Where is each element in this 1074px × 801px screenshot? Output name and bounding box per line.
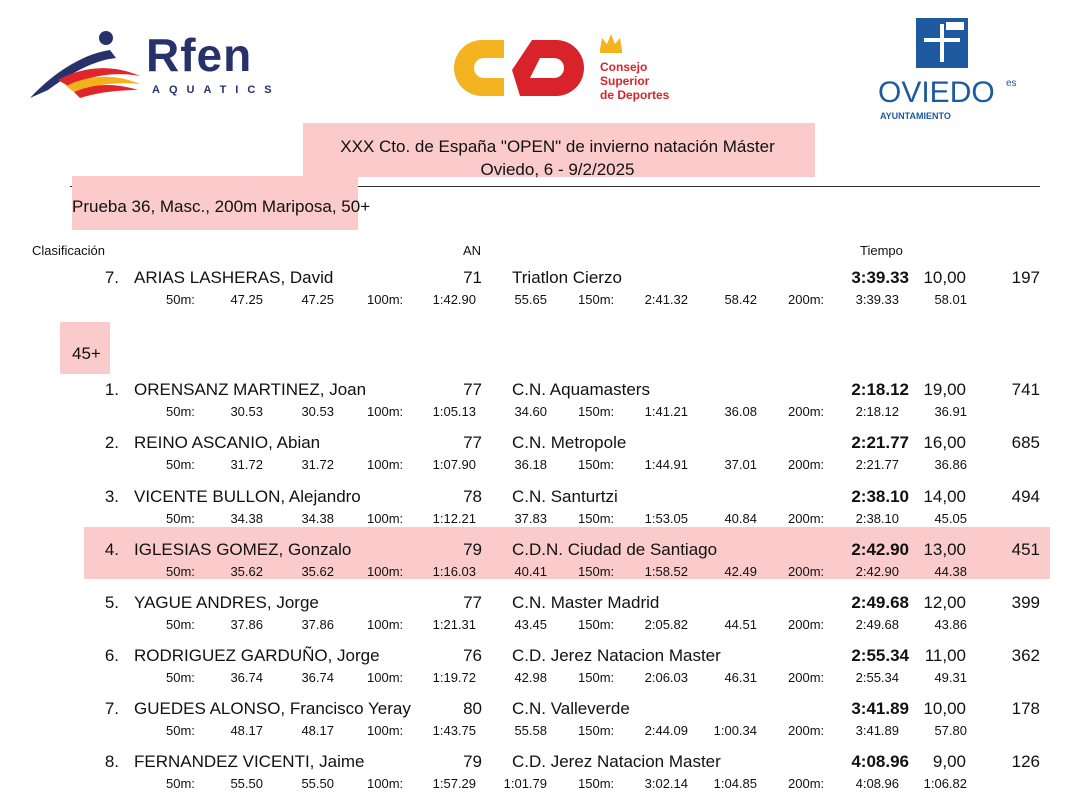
split-value: 3:02.14	[644, 776, 688, 791]
col-year-header: AN	[463, 243, 482, 258]
split-value: 58.42	[724, 292, 757, 307]
final-time: 2:21.77	[851, 433, 909, 452]
oviedo-shield-icon	[916, 18, 968, 68]
split-value: 1:05.13	[432, 404, 476, 419]
split-value: 36.86	[934, 457, 967, 472]
split-label: 100m:	[367, 564, 404, 579]
split-label: 200m:	[788, 564, 825, 579]
split-label: 200m:	[788, 511, 825, 526]
split-value: 1:06.82	[923, 776, 967, 791]
split-value: 46.31	[724, 670, 757, 685]
split-value: 2:55.34	[855, 670, 899, 685]
split-value: 30.53	[301, 404, 334, 419]
score: 126	[1011, 752, 1040, 771]
split-value: 1:44.91	[644, 457, 688, 472]
split-label: 100m:	[367, 723, 404, 738]
split-value: 2:05.82	[644, 617, 688, 632]
split-value: 1:41.21	[644, 404, 688, 419]
split-label: 200m:	[788, 670, 825, 685]
split-value: 1:01.79	[503, 776, 547, 791]
final-time: 2:49.68	[851, 593, 909, 612]
final-time: 2:42.90	[851, 540, 909, 559]
birth-year: 80	[463, 699, 482, 718]
csd-line1: Consejo	[600, 60, 648, 74]
split-value: 36.18	[514, 457, 547, 472]
csd-logo	[452, 30, 692, 110]
split-value: 31.72	[301, 457, 334, 472]
split-value: 1:43.75	[432, 723, 476, 738]
birth-year: 77	[463, 593, 482, 612]
split-label: 150m:	[578, 457, 615, 472]
split-value: 35.62	[230, 564, 263, 579]
rank: 1.	[104, 380, 119, 399]
split-value: 1:42.90	[432, 292, 476, 307]
split-label: 150m:	[578, 617, 615, 632]
split-value: 2:38.10	[855, 511, 899, 526]
final-time: 3:41.89	[851, 699, 909, 718]
split-label: 50m:	[166, 457, 195, 472]
split-value: 1:12.21	[432, 511, 476, 526]
birth-year: 79	[463, 540, 482, 559]
rank: 7.	[104, 268, 119, 287]
split-value: 40.84	[724, 511, 757, 526]
swimmer-name: FERNANDEZ VICENTI, Jaime	[134, 752, 365, 771]
points: 14,00	[923, 487, 966, 506]
birth-year: 76	[463, 646, 482, 665]
split-value: 2:41.32	[644, 292, 688, 307]
split-label: 200m:	[788, 617, 825, 632]
split-label: 50m:	[166, 776, 195, 791]
split-value: 36.91	[934, 404, 967, 419]
split-value: 1:19.72	[432, 670, 476, 685]
split-value: 1:00.34	[713, 723, 757, 738]
split-label: 100m:	[367, 292, 404, 307]
birth-year: 78	[463, 487, 482, 506]
birth-year: 77	[463, 433, 482, 452]
split-label: 200m:	[788, 292, 825, 307]
split-label: 150m:	[578, 776, 615, 791]
points: 10,00	[923, 699, 966, 718]
split-value: 47.25	[230, 292, 263, 307]
swimmer-name: ORENSANZ MARTINEZ, Joan	[134, 380, 367, 399]
split-value: 3:39.33	[855, 292, 899, 307]
oviedo-sub: AYUNTAMIENTO	[880, 111, 951, 121]
csd-line3: de Deportes	[600, 88, 670, 102]
split-value: 37.83	[514, 511, 547, 526]
score: 362	[1011, 646, 1040, 665]
split-label: 150m:	[578, 404, 615, 419]
col-time-header: Tiempo	[860, 243, 903, 258]
split-label: 150m:	[578, 292, 615, 307]
split-value: 34.38	[301, 511, 334, 526]
points: 10,00	[923, 268, 966, 287]
csd-line2: Superior	[600, 74, 650, 88]
split-value: 4:08.96	[855, 776, 899, 791]
rfen-name: Rfen	[146, 29, 253, 81]
split-value: 2:21.77	[855, 457, 899, 472]
points: 13,00	[923, 540, 966, 559]
points: 9,00	[932, 752, 966, 771]
split-value: 34.38	[230, 511, 263, 526]
split-value: 30.53	[230, 404, 263, 419]
final-time: 3:39.33	[851, 268, 909, 287]
split-value: 1:04.85	[713, 776, 757, 791]
split-value: 36.74	[230, 670, 263, 685]
split-value: 44.38	[934, 564, 967, 579]
club-name: C.D. Jerez Natacion Master	[512, 646, 721, 665]
col-rank-header: Clasificación	[32, 243, 105, 258]
split-label: 200m:	[788, 404, 825, 419]
page-title: XXX Cto. de España "OPEN" de invierno natación Máster	[340, 137, 775, 156]
age-group-label: 45+	[72, 344, 101, 363]
page-subtitle: Oviedo, 6 - 9/2/2025	[480, 160, 635, 179]
club-name: C.N. Aquamasters	[512, 380, 650, 399]
split-value: 2:06.03	[644, 670, 688, 685]
split-value: 48.17	[230, 723, 263, 738]
split-label: 50m:	[166, 292, 195, 307]
split-value: 34.60	[514, 404, 547, 419]
split-value: 36.08	[724, 404, 757, 419]
oviedo-sup: es	[1006, 78, 1017, 89]
split-value: 37.86	[301, 617, 334, 632]
score: 178	[1011, 699, 1040, 718]
points: 19,00	[923, 380, 966, 399]
split-value: 1:57.29	[432, 776, 476, 791]
club-name: C.D. Jerez Natacion Master	[512, 752, 721, 771]
split-label: 100m:	[367, 617, 404, 632]
swimmer-name: REINO ASCANIO, Abian	[134, 433, 321, 452]
split-value: 3:41.89	[855, 723, 899, 738]
split-label: 100m:	[367, 511, 404, 526]
split-label: 150m:	[578, 511, 615, 526]
split-value: 1:07.90	[432, 457, 476, 472]
split-value: 37.86	[230, 617, 263, 632]
birth-year: 77	[463, 380, 482, 399]
birth-year: 71	[463, 268, 482, 287]
split-value: 55.50	[301, 776, 334, 791]
club-name: C.D.N. Ciudad de Santiago	[512, 540, 718, 559]
split-value: 44.51	[724, 617, 757, 632]
score: 451	[1011, 540, 1040, 559]
swimmer-name: VICENTE BULLON, Alejandro	[134, 487, 361, 506]
split-value: 55.50	[230, 776, 263, 791]
final-time: 2:38.10	[851, 487, 909, 506]
birth-year: 79	[463, 752, 482, 771]
club-name: C.N. Metropole	[512, 433, 627, 452]
csd-mark-icon	[452, 30, 592, 105]
split-value: 40.41	[514, 564, 547, 579]
split-value: 2:49.68	[855, 617, 899, 632]
split-label: 50m:	[166, 404, 195, 419]
swimmer-name: ARIAS LASHERAS, David	[134, 268, 334, 287]
split-value: 1:21.31	[432, 617, 476, 632]
split-value: 1:16.03	[432, 564, 476, 579]
oviedo-logo	[876, 18, 1036, 128]
split-value: 45.05	[934, 511, 967, 526]
final-time: 4:08.96	[851, 752, 909, 771]
rank: 3.	[104, 487, 119, 506]
split-label: 150m:	[578, 723, 615, 738]
split-value: 47.25	[301, 292, 334, 307]
rank: 2.	[104, 433, 119, 452]
split-value: 42.98	[514, 670, 547, 685]
split-label: 50m:	[166, 617, 195, 632]
rank: 6.	[104, 646, 119, 665]
split-label: 200m:	[788, 457, 825, 472]
club-name: C.N. Valleverde	[512, 699, 630, 718]
split-value: 55.58	[514, 723, 547, 738]
split-label: 150m:	[578, 670, 615, 685]
rank: 7.	[104, 699, 119, 718]
final-time: 2:55.34	[851, 646, 909, 665]
split-label: 100m:	[367, 670, 404, 685]
swimmer-icon	[28, 28, 143, 103]
swimmer-name: RODRIGUEZ GARDUÑO, Jorge	[134, 646, 380, 665]
split-value: 31.72	[230, 457, 263, 472]
rank: 5.	[104, 593, 119, 612]
split-value: 1:53.05	[644, 511, 688, 526]
split-value: 43.86	[934, 617, 967, 632]
club-name: C.N. Santurtzi	[512, 487, 618, 506]
split-value: 48.17	[301, 723, 334, 738]
split-value: 57.80	[934, 723, 967, 738]
points: 12,00	[923, 593, 966, 612]
split-label: 100m:	[367, 404, 404, 419]
rank: 8.	[104, 752, 119, 771]
rank: 4.	[104, 540, 119, 559]
split-value: 35.62	[301, 564, 334, 579]
split-value: 2:44.09	[644, 723, 688, 738]
score: 197	[1011, 268, 1040, 287]
split-label: 50m:	[166, 564, 195, 579]
points: 11,00	[924, 646, 966, 665]
score: 741	[1011, 380, 1040, 399]
split-value: 58.01	[934, 292, 967, 307]
split-value: 55.65	[514, 292, 547, 307]
score: 685	[1011, 433, 1040, 452]
event-title: Prueba 36, Masc., 200m Mariposa, 50+	[72, 197, 371, 216]
split-value: 2:18.12	[855, 404, 899, 419]
crown-icon	[598, 30, 624, 54]
split-label: 200m:	[788, 776, 825, 791]
oviedo-name: OVIEDO	[878, 76, 995, 109]
split-label: 100m:	[367, 776, 404, 791]
club-name: Triatlon Cierzo	[512, 268, 622, 287]
split-value: 42.49	[724, 564, 757, 579]
split-label: 200m:	[788, 723, 825, 738]
rfen-logo	[28, 28, 288, 108]
split-label: 50m:	[166, 670, 195, 685]
split-value: 49.31	[934, 670, 967, 685]
swimmer-name: GUEDES ALONSO, Francisco Yeray	[134, 699, 411, 718]
swimmer-name: YAGUE ANDRES, Jorge	[134, 593, 319, 612]
split-label: 150m:	[578, 564, 615, 579]
score: 399	[1011, 593, 1040, 612]
split-label: 50m:	[166, 723, 195, 738]
club-name: C.N. Master Madrid	[512, 593, 660, 612]
split-value: 2:42.90	[855, 564, 899, 579]
score: 494	[1011, 487, 1040, 506]
split-value: 37.01	[724, 457, 757, 472]
split-value: 1:58.52	[644, 564, 688, 579]
split-value: 36.74	[301, 670, 334, 685]
split-label: 100m:	[367, 457, 404, 472]
rfen-sub: AQUATICS	[152, 84, 281, 96]
split-value: 43.45	[514, 617, 547, 632]
points: 16,00	[923, 433, 966, 452]
split-label: 50m:	[166, 511, 195, 526]
swimmer-name: IGLESIAS GOMEZ, Gonzalo	[134, 540, 352, 559]
final-time: 2:18.12	[851, 380, 909, 399]
